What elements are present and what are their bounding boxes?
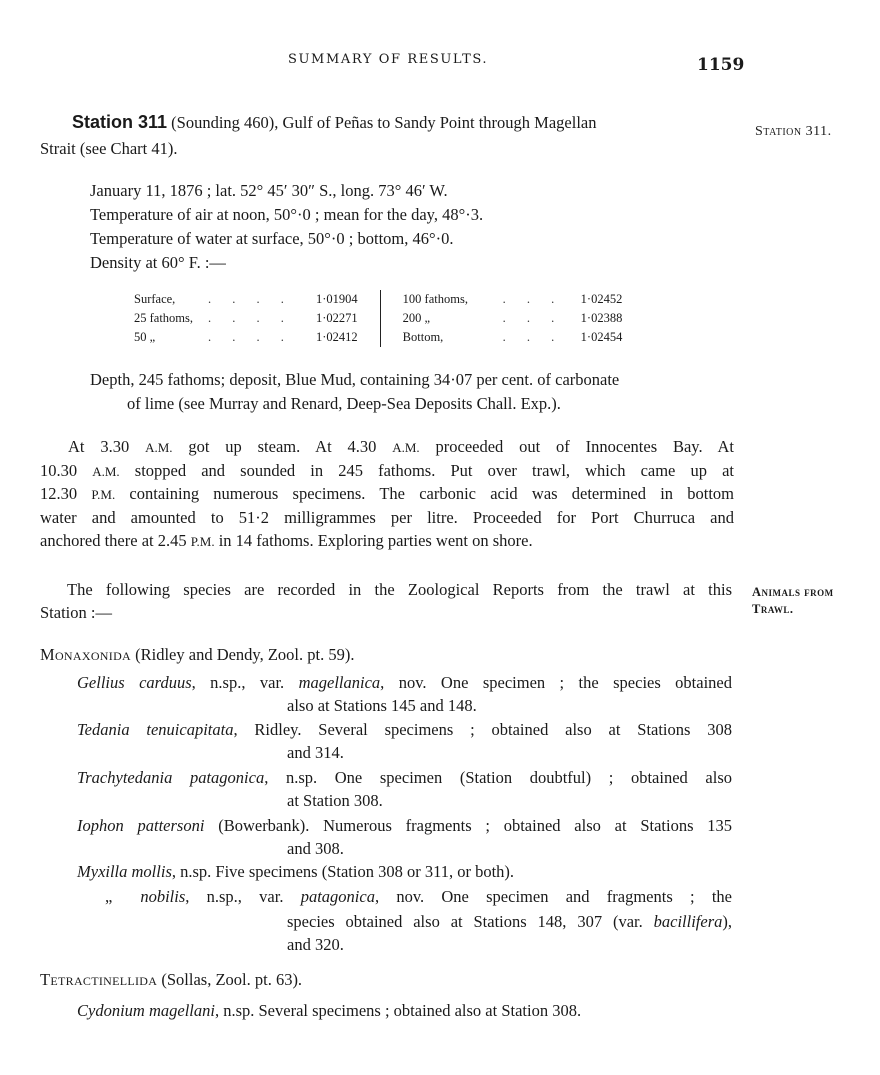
air-temperature: Temperature of air at noon, 50°·0 ; mean for the day, 48°·3. [90, 205, 484, 224]
page-number: 1159 [697, 55, 745, 75]
taxon-group-reference: (Ridley and Dendy, Zool. pt. 59). [135, 645, 355, 664]
leader-dots: . . . . [208, 292, 293, 306]
species-entry-continuation [287, 743, 344, 763]
time-suffix: P.M. [190, 534, 215, 549]
species-entry-continuation [287, 791, 383, 811]
density-left-value: 1·01904 [316, 292, 358, 306]
species-intro-line2: Station :— [40, 603, 112, 622]
species-details: , n.sp. One specimen (Station doubtful) ; obtained also [264, 768, 732, 787]
density-right-label: 100 fathoms, [380, 290, 499, 309]
leader-dots: . . . . [208, 311, 293, 325]
station-heading [72, 112, 596, 133]
species-entry [77, 1001, 581, 1021]
density-right-value: 1·02452 [580, 292, 623, 306]
density-table [130, 290, 626, 347]
species-details: , Ridley. Several specimens ; obtained also at Stations 308 [233, 720, 733, 739]
species-name: Gellius carduus [77, 673, 192, 692]
species-name: Cydonium magellani [77, 1001, 215, 1020]
species-entry [77, 862, 514, 882]
station-heading-line2: Strait (see Chart 41). [40, 139, 178, 158]
continuation-text: and 308. [287, 839, 344, 858]
species-name: nobilis [140, 887, 186, 906]
density-left-label: 25 fathoms, [134, 311, 194, 325]
density-right-label: Bottom, [380, 328, 499, 347]
species-entry-continuation [287, 839, 344, 859]
time-suffix: A.M. [145, 440, 173, 455]
species-intro-line1: The following species are recorded in the Zoological Reports from the trawl at this [67, 580, 732, 599]
species-entry-continuation [287, 696, 477, 716]
taxon-group-name: Tetractinellida [40, 970, 158, 989]
running-title: SUMMARY OF RESULTS. [288, 52, 489, 67]
species-entry-continuation: and 320. [287, 935, 344, 954]
species-entry [77, 768, 732, 788]
species-entry [105, 887, 732, 907]
species-name: Trachytedania patagonica [77, 768, 265, 787]
narrative-line: anchored there at 2.45 P.M. in 14 fathoms. Exploring parties went on shore. [40, 531, 533, 550]
station-title: Station 311 [72, 112, 168, 132]
species-name: Myxilla mollis [77, 862, 172, 881]
species-details: , n.sp. Several specimens ; obtained also at Station 308. [214, 1001, 582, 1020]
species-details: , n.sp., var. [185, 887, 301, 906]
species-details: , n.sp., var. [191, 673, 299, 692]
ditto-mark: „ [105, 887, 113, 906]
density-left-value: 1·02412 [316, 330, 358, 344]
density-right-value: 1·02454 [580, 330, 623, 344]
taxon-group-heading [40, 970, 302, 990]
species-entry-continuation [287, 912, 732, 932]
species-name: Tedania tenuicapitata [77, 720, 234, 739]
variety-name: magellanica [298, 673, 381, 692]
species-details-tail: , nov. One specimen ; the species obtained [380, 673, 732, 692]
leader-dots: . . . . [208, 330, 293, 344]
continuation-text: and 314. [287, 743, 344, 762]
continuation-tail: ), [722, 912, 732, 931]
species-name: Iophon pattersoni [77, 816, 205, 835]
continuation-text: species obtained also at Stations 148, 307 (var. [287, 912, 654, 931]
time-suffix: A.M. [92, 463, 120, 479]
leader-dots: . . . [502, 311, 564, 325]
narrative-line: 10.30 A.M. stopped and sounded in 245 fathoms. Put over trawl, which came up at [40, 460, 735, 480]
variety-name: bacillifera [653, 912, 723, 931]
narrative-paragraph [40, 435, 734, 553]
narrative-line: water and amounted to 51·2 milligrammes per litre. Proceeded for Port Churruca and [40, 507, 734, 527]
station-heading-rest: (Sounding 460), Gulf of Peñas to Sandy Point through Magellan [171, 113, 597, 132]
density-row [130, 290, 626, 309]
water-temperature: Temperature of water at surface, 50°·0 ; bottom, 46°·0. [90, 229, 454, 248]
side-note-station: Station 311. [755, 124, 832, 139]
narrative-line: At 3.30 A.M. got up steam. At 4.30 A.M. proceeded out of Innocentes Bay. At [68, 437, 735, 456]
leader-dots: . . . [502, 292, 564, 306]
deposit-line2: of lime (see Murray and Renard, Deep-Sea Deposits Chall. Exp.). [127, 394, 561, 413]
density-left-label: Surface, [134, 292, 176, 306]
density-left-value: 1·02271 [316, 311, 358, 325]
side-note-trawl: Trawl. [752, 602, 794, 616]
species-entry [77, 720, 732, 740]
density-left-label: 50 „ [134, 330, 156, 344]
species-entry [77, 816, 732, 836]
side-note-animals: Animals from [752, 585, 834, 599]
density-right-value: 1·02388 [580, 311, 623, 325]
taxon-group-reference: (Sollas, Zool. pt. 63). [161, 970, 303, 989]
taxon-group-heading [40, 645, 354, 665]
density-right-label: 200 „ [380, 309, 499, 328]
time-suffix: P.M. [91, 487, 116, 502]
species-details: (Bowerbank). Numerous fragments ; obtained also at Stations 135 [204, 816, 733, 835]
deposit-line1: Depth, 245 fathoms; deposit, Blue Mud, containing 34·07 per cent. of carbonate [90, 370, 620, 389]
density-row [130, 309, 626, 328]
date-position: January 11, 1876 ; lat. 52° 45′ 30″ S., long. 73° 46′ W. [90, 181, 448, 200]
species-entry [77, 673, 732, 693]
continuation-text: also at Stations 145 and 148. [287, 696, 477, 715]
species-details: , n.sp. Five specimens (Station 308 or 311, or both). [171, 862, 515, 881]
taxon-group-name: Monaxonida [40, 645, 131, 664]
density-row [130, 328, 626, 347]
variety-name: patagonica [300, 887, 375, 906]
narrative-line: 12.30 P.M. containing numerous specimens. The carbonic acid was determined in bottom [40, 484, 734, 503]
leader-dots: . . . [502, 330, 564, 344]
continuation-text: at Station 308. [287, 791, 383, 810]
density-heading: Density at 60° F. :— [90, 253, 226, 272]
species-details-tail: , nov. One specimen and fragments ; the [374, 887, 732, 906]
time-suffix: A.M. [392, 440, 420, 455]
